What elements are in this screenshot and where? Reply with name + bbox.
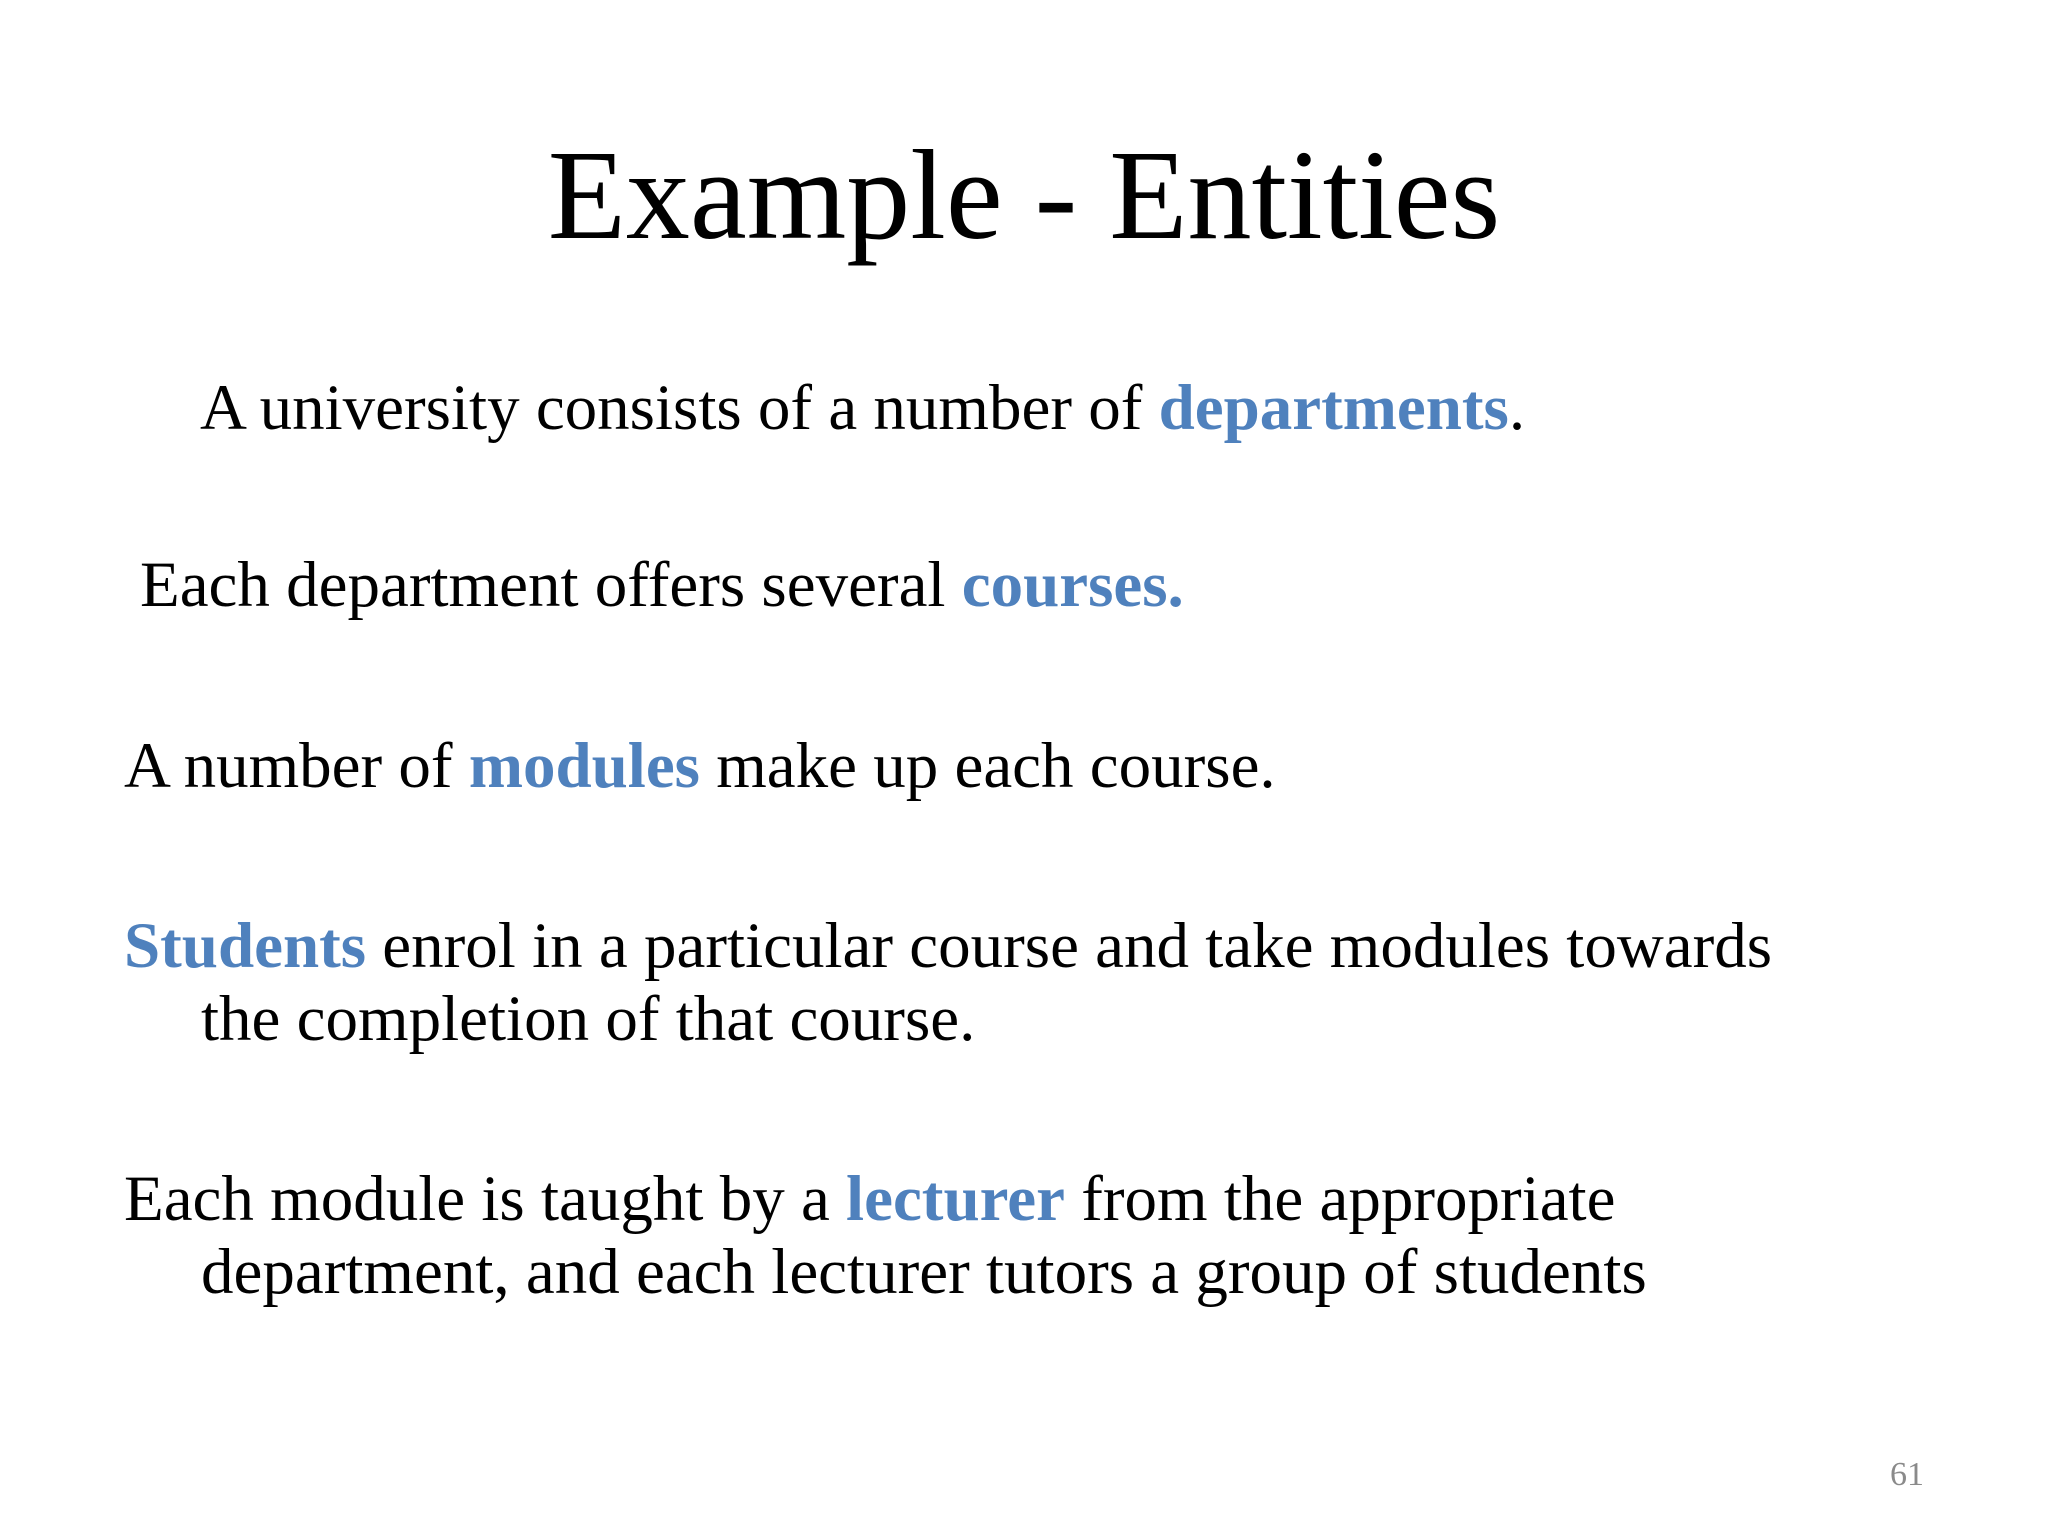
paragraph-text: make up each course. — [699, 730, 1276, 802]
entity-lecturer: lecturer — [846, 1163, 1065, 1235]
paragraph-text: Each department offers several — [140, 549, 962, 621]
paragraph-text: A university consists of a number of — [200, 372, 1159, 444]
paragraph-text: A number of — [124, 730, 469, 802]
page-number: 61 — [1890, 1456, 1924, 1493]
paragraph-text: from the appropriate — [1064, 1163, 1616, 1235]
paragraph-students — [124, 910, 1772, 1056]
entity-modules: modules — [468, 730, 700, 802]
paragraph-continuation: department, and each lecturer tutors a group of students — [201, 1235, 1647, 1308]
paragraph-text: enrol in a particular course and take modules towards — [366, 910, 1773, 982]
entity-courses: courses — [961, 549, 1168, 621]
paragraph-departments — [200, 372, 1525, 445]
paragraph-text: . — [1508, 372, 1526, 444]
paragraph-courses — [140, 549, 1184, 622]
paragraph-text: Each module is taught by a — [124, 1163, 847, 1235]
entity-students: Students — [124, 910, 367, 982]
entity-departments: departments — [1158, 372, 1509, 444]
paragraph-modules — [124, 730, 1276, 803]
slide-title: Example - Entities — [547, 124, 1501, 266]
paragraph-lecturer — [124, 1163, 1647, 1309]
paragraph-text: . — [1167, 549, 1184, 621]
paragraph-continuation: the completion of that course. — [201, 982, 976, 1055]
